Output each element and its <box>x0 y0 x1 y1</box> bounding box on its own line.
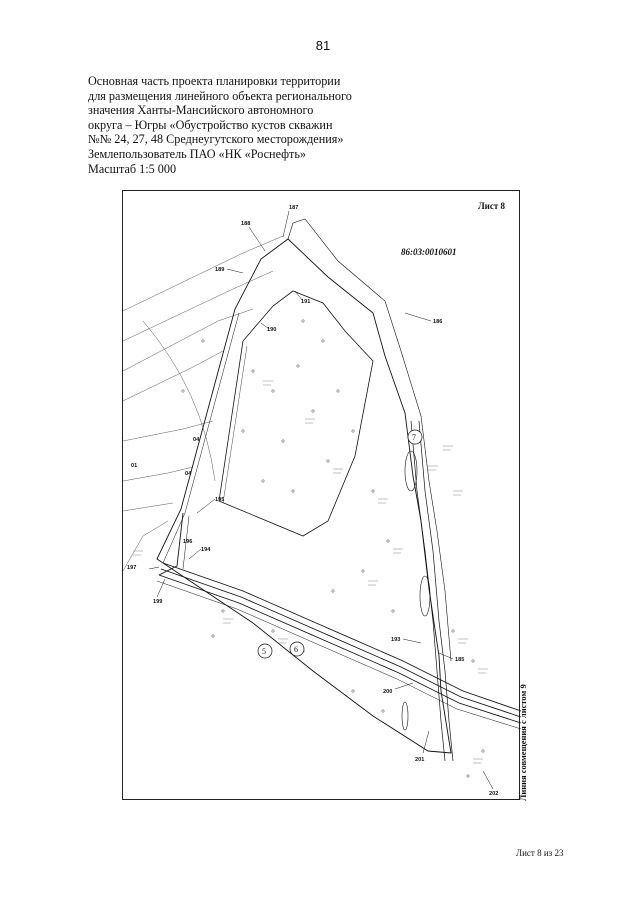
point-label: 186 <box>433 319 443 325</box>
well-pad-area <box>219 291 373 536</box>
sheet-label: Лист 8 <box>477 201 505 211</box>
right-corridor <box>402 421 453 761</box>
point-label: 202 <box>489 791 499 797</box>
area-label: 04 <box>185 471 192 477</box>
point-label: 197 <box>127 565 137 571</box>
circle-marker-label: 7 <box>412 433 416 442</box>
title-line: №№ 24, 27, 48 Среднеугутского месторождения» <box>88 132 344 147</box>
title-line: для размещения линейного объекта регионального <box>88 88 352 103</box>
linear-corridor <box>157 513 521 729</box>
match-line-note <box>508 684 528 801</box>
title-block <box>88 74 388 176</box>
title-line: округа – Югры «Обустройство кустов скважин <box>88 117 333 132</box>
survey-points <box>182 320 484 777</box>
point-label: 193 <box>391 637 401 643</box>
land-user-line: Землепользователь ПАО «НК «Роснефть» <box>88 146 307 161</box>
point-label: 190 <box>267 327 277 333</box>
map-frame <box>122 190 528 801</box>
area-label: 04 <box>193 437 200 443</box>
point-label: 200 <box>383 689 393 695</box>
point-label: 194 <box>201 547 211 553</box>
point-label: 185 <box>455 657 465 663</box>
area-label: 01 <box>131 463 138 469</box>
match-line-text: Линия совмещения с листом 9 <box>518 684 528 801</box>
scale-line: Масштаб 1:5 000 <box>88 161 177 176</box>
point-label: 187 <box>289 205 299 211</box>
point-label: 201 <box>415 757 425 763</box>
title-line: значения Ханты-Мансийского автономного <box>88 103 314 118</box>
point-label: 189 <box>215 267 225 273</box>
background-contours <box>123 236 283 571</box>
circle-marker-label: 5 <box>262 647 266 656</box>
point-label: 191 <box>301 299 311 305</box>
point-label: 196 <box>183 539 193 545</box>
point-label: 188 <box>241 221 251 227</box>
page-number: 81 <box>315 38 331 53</box>
point-label: 195 <box>215 497 225 503</box>
cadastral-number: 86:03:0010601 <box>401 247 457 257</box>
sheet-footer: Лист 8 из 23 <box>516 848 564 858</box>
map-drawing <box>123 191 521 801</box>
circle-marker-label: 6 <box>294 645 298 654</box>
title-line: Основная часть проекта планировки территории <box>88 74 341 88</box>
point-label: 199 <box>153 599 163 605</box>
leader-lines <box>149 211 493 789</box>
circled-markers <box>258 430 422 658</box>
